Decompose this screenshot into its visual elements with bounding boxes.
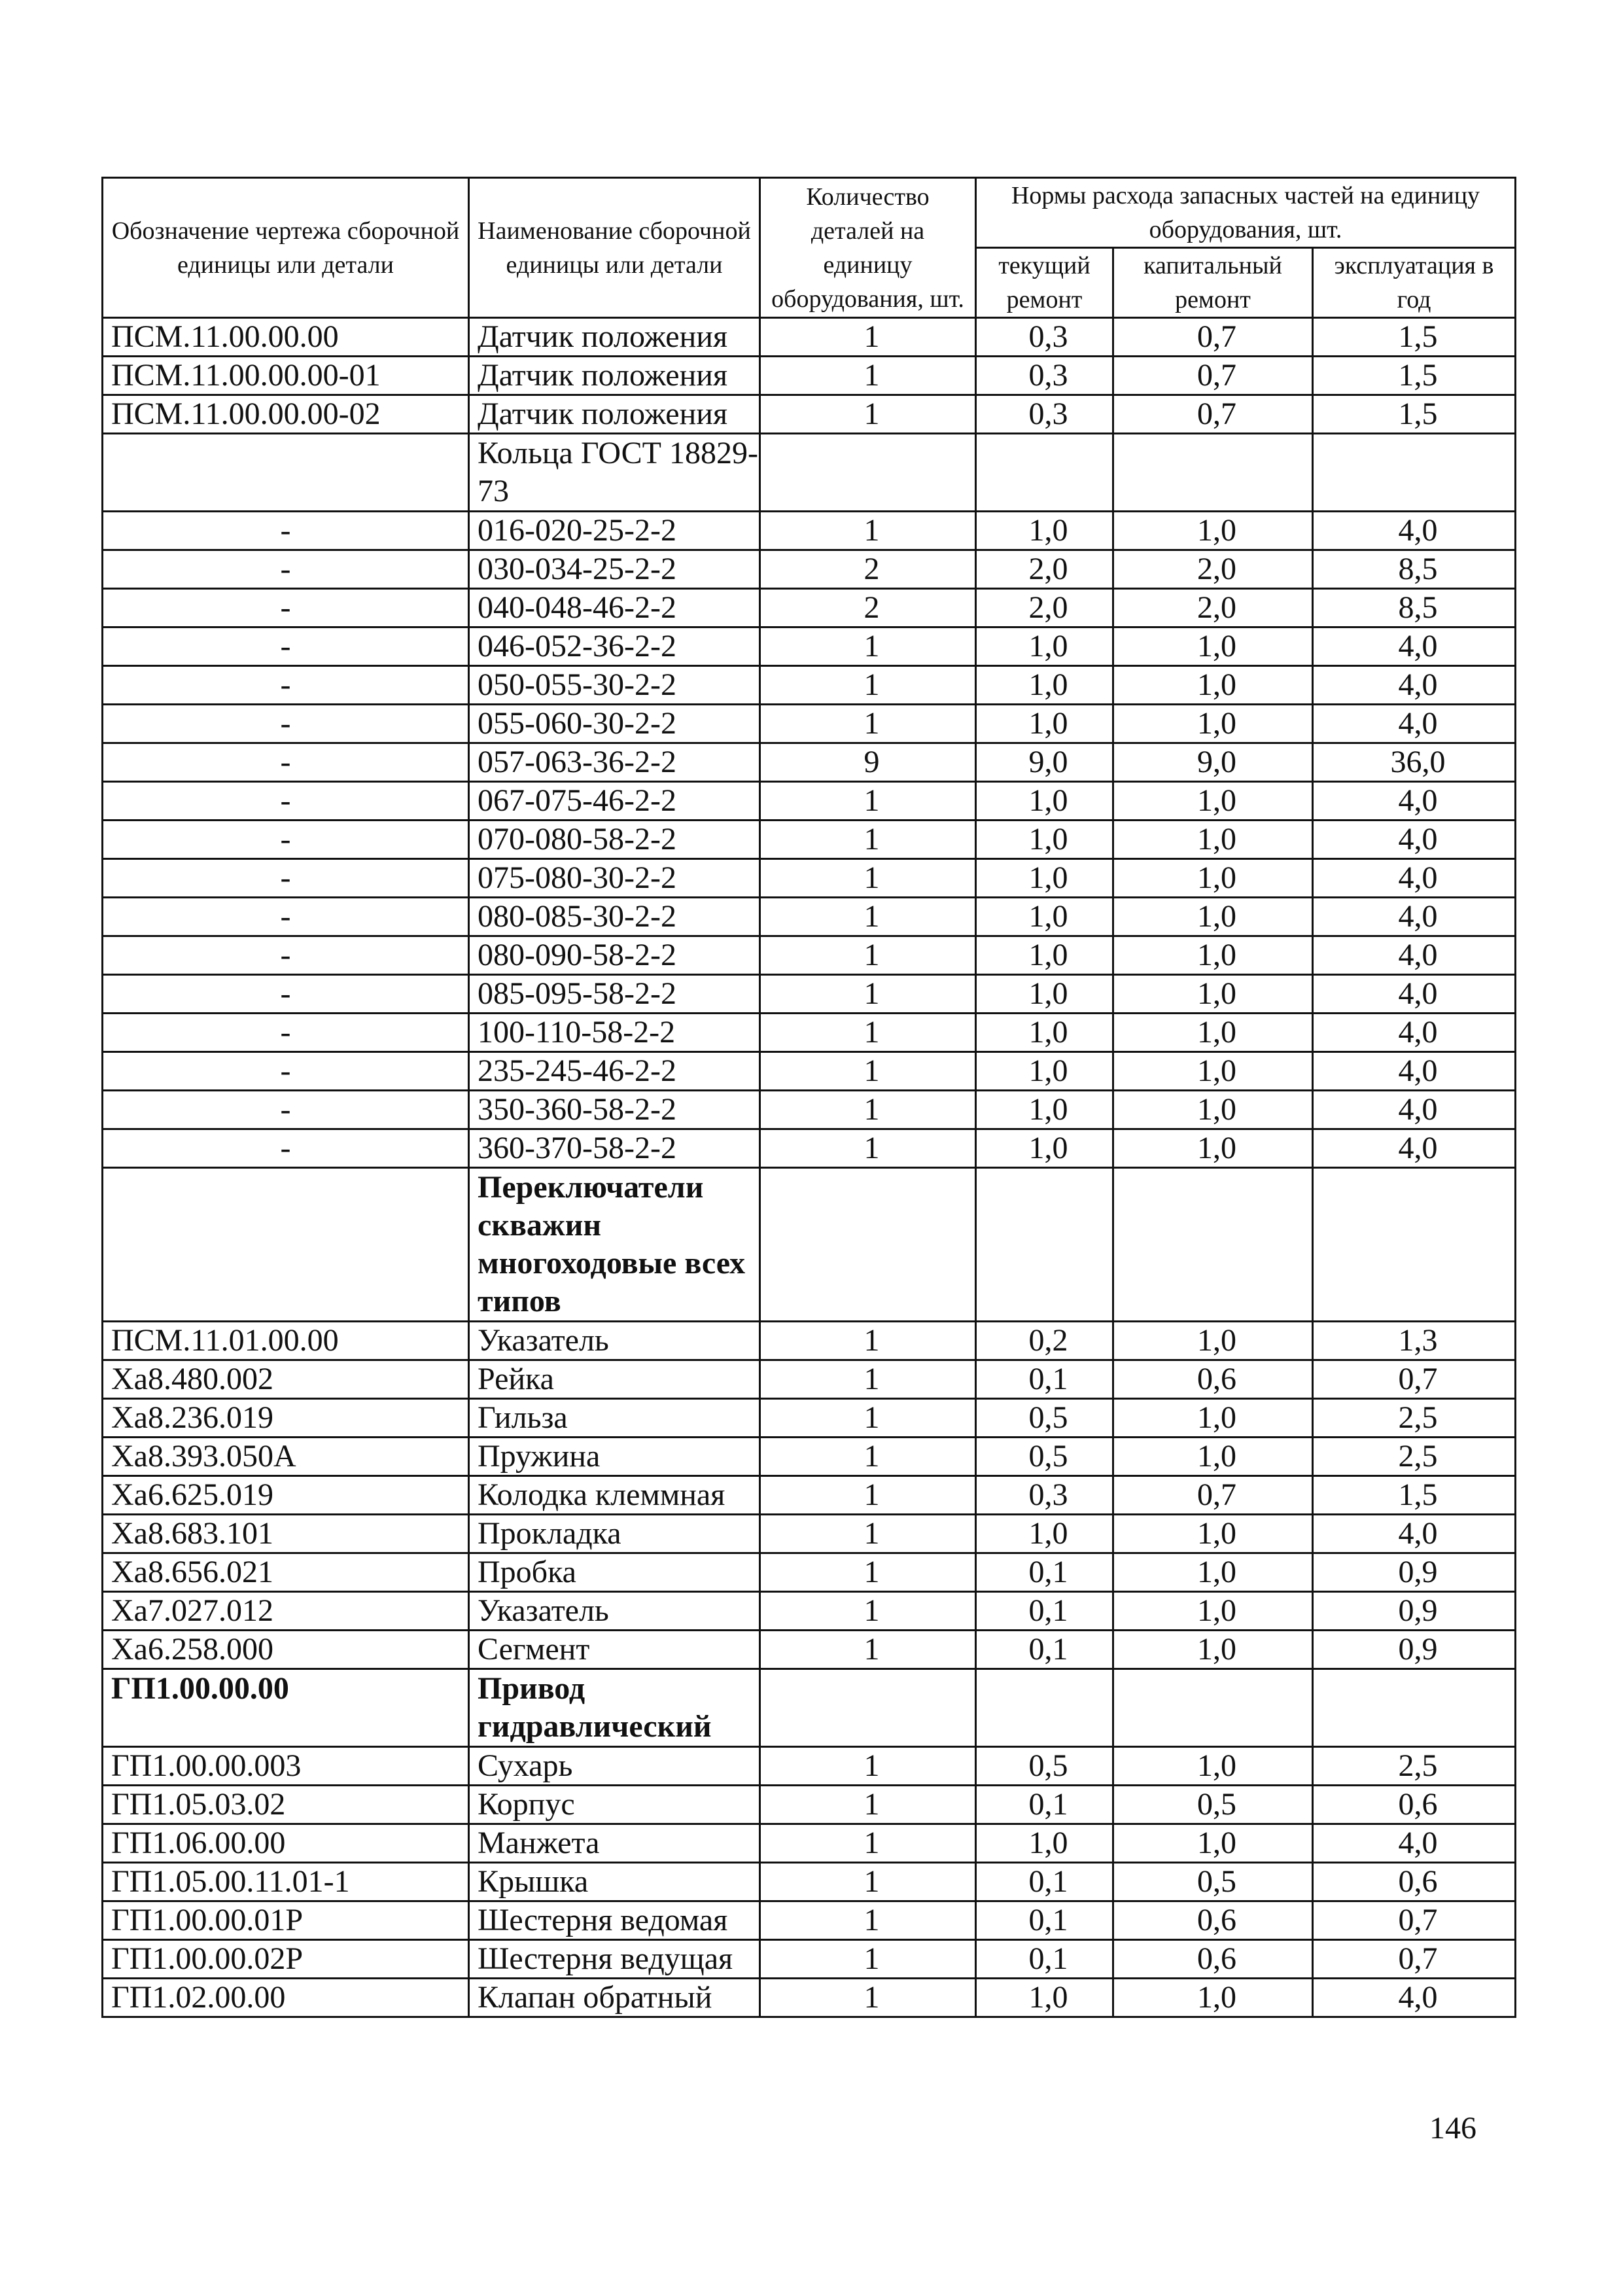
- current-repair-cell: 1,0: [976, 1979, 1113, 2017]
- section-row: [103, 434, 1516, 512]
- operation-cell: 4,0: [1313, 821, 1516, 859]
- designation-cell: -: [103, 821, 469, 859]
- capital-repair-cell: 0,5: [1113, 1863, 1313, 1901]
- current-repair-cell: 1,0: [976, 859, 1113, 898]
- name-cell: Шестерня ведомая: [469, 1901, 760, 1940]
- operation-cell: [1313, 1669, 1516, 1747]
- table-row: [103, 1129, 1516, 1168]
- quantity-cell: 2: [760, 589, 976, 627]
- header-current-repair: текущий ремонт: [976, 248, 1113, 318]
- name-cell: Привод гидравлический: [469, 1669, 760, 1747]
- table-row: [103, 1901, 1516, 1940]
- designation-cell: ГП1.00.00.00: [103, 1669, 469, 1747]
- table-row: [103, 550, 1516, 589]
- capital-repair-cell: 1,0: [1113, 1014, 1313, 1052]
- designation-cell: -: [103, 666, 469, 705]
- name-cell: 075-080-30-2-2: [469, 859, 760, 898]
- designation-cell: Ха8.236.019: [103, 1399, 469, 1438]
- operation-cell: 0,9: [1313, 1592, 1516, 1631]
- quantity-cell: 1: [760, 1129, 976, 1168]
- current-repair-cell: 0,3: [976, 357, 1113, 395]
- designation-cell: -: [103, 627, 469, 666]
- designation-cell: ГП1.06.00.00: [103, 1824, 469, 1863]
- capital-repair-cell: 1,0: [1113, 1129, 1313, 1168]
- quantity-cell: 1: [760, 821, 976, 859]
- quantity-cell: [760, 434, 976, 512]
- current-repair-cell: 1,0: [976, 936, 1113, 975]
- operation-cell: 4,0: [1313, 705, 1516, 743]
- header-norms-group: Нормы расхода запасных частей на единицу оборудования, шт.: [976, 178, 1516, 248]
- capital-repair-cell: 1,0: [1113, 1747, 1313, 1786]
- operation-cell: 4,0: [1313, 1052, 1516, 1091]
- current-repair-cell: 0,1: [976, 1940, 1113, 1979]
- current-repair-cell: 0,1: [976, 1592, 1113, 1631]
- capital-repair-cell: 0,7: [1113, 1476, 1313, 1515]
- table-body: [103, 318, 1516, 2017]
- current-repair-cell: 1,0: [976, 627, 1113, 666]
- current-repair-cell: 0,5: [976, 1438, 1113, 1476]
- quantity-cell: 1: [760, 1786, 976, 1824]
- quantity-cell: 1: [760, 1014, 976, 1052]
- table-row: [103, 1786, 1516, 1824]
- quantity-cell: 9: [760, 743, 976, 782]
- table-row: [103, 1940, 1516, 1979]
- quantity-cell: 1: [760, 705, 976, 743]
- capital-repair-cell: 1,0: [1113, 1322, 1313, 1360]
- capital-repair-cell: 1,0: [1113, 975, 1313, 1014]
- current-repair-cell: 2,0: [976, 589, 1113, 627]
- capital-repair-cell: 1,0: [1113, 821, 1313, 859]
- section-row: [103, 1669, 1516, 1747]
- table-row: [103, 1052, 1516, 1091]
- quantity-cell: 1: [760, 1360, 976, 1399]
- quantity-cell: 1: [760, 1901, 976, 1940]
- table-row: [103, 898, 1516, 936]
- designation-cell: ГП1.05.00.11.01-1: [103, 1863, 469, 1901]
- operation-cell: 4,0: [1313, 782, 1516, 821]
- capital-repair-cell: 1,0: [1113, 1979, 1313, 2017]
- capital-repair-cell: 1,0: [1113, 1515, 1313, 1553]
- capital-repair-cell: 1,0: [1113, 936, 1313, 975]
- quantity-cell: 1: [760, 318, 976, 357]
- name-cell: Рейка: [469, 1360, 760, 1399]
- table-row: [103, 859, 1516, 898]
- name-cell: 016-020-25-2-2: [469, 512, 760, 550]
- quantity-cell: 1: [760, 936, 976, 975]
- designation-cell: -: [103, 1052, 469, 1091]
- operation-cell: 8,5: [1313, 589, 1516, 627]
- header-quantity: Количество деталей на единицу оборудования, шт.: [760, 178, 976, 318]
- quantity-cell: 1: [760, 859, 976, 898]
- name-cell: Шестерня ведущая: [469, 1940, 760, 1979]
- operation-cell: 0,6: [1313, 1863, 1516, 1901]
- designation-cell: -: [103, 898, 469, 936]
- quantity-cell: 1: [760, 666, 976, 705]
- table-row: [103, 318, 1516, 357]
- designation-cell: Ха7.027.012: [103, 1592, 469, 1631]
- designation-cell: Ха6.258.000: [103, 1631, 469, 1669]
- designation-cell: ПСМ.11.00.00.00-02: [103, 395, 469, 434]
- capital-repair-cell: [1113, 1669, 1313, 1747]
- capital-repair-cell: 1,0: [1113, 782, 1313, 821]
- name-cell: Колодка клеммная: [469, 1476, 760, 1515]
- quantity-cell: [760, 1669, 976, 1747]
- operation-cell: 4,0: [1313, 1091, 1516, 1129]
- current-repair-cell: 1,0: [976, 512, 1113, 550]
- name-cell: 067-075-46-2-2: [469, 782, 760, 821]
- operation-cell: 0,7: [1313, 1360, 1516, 1399]
- capital-repair-cell: 1,0: [1113, 1824, 1313, 1863]
- capital-repair-cell: 2,0: [1113, 589, 1313, 627]
- operation-cell: 4,0: [1313, 1824, 1516, 1863]
- quantity-cell: 1: [760, 1515, 976, 1553]
- designation-cell: -: [103, 589, 469, 627]
- name-cell: Крышка: [469, 1863, 760, 1901]
- current-repair-cell: 1,0: [976, 975, 1113, 1014]
- capital-repair-cell: 0,5: [1113, 1786, 1313, 1824]
- name-cell: 085-095-58-2-2: [469, 975, 760, 1014]
- operation-cell: 8,5: [1313, 550, 1516, 589]
- table-row: [103, 1553, 1516, 1592]
- current-repair-cell: 0,5: [976, 1747, 1113, 1786]
- quantity-cell: 1: [760, 627, 976, 666]
- table-row: [103, 357, 1516, 395]
- operation-cell: 1,5: [1313, 357, 1516, 395]
- operation-cell: 4,0: [1313, 1979, 1516, 2017]
- spare-parts-norms-table: [101, 177, 1516, 2018]
- table-row: [103, 782, 1516, 821]
- quantity-cell: 1: [760, 1322, 976, 1360]
- header-operation-per-year: эксплуатация в год: [1313, 248, 1516, 318]
- current-repair-cell: [976, 1669, 1113, 1747]
- table-row: [103, 1438, 1516, 1476]
- current-repair-cell: 1,0: [976, 1052, 1113, 1091]
- quantity-cell: 1: [760, 1476, 976, 1515]
- header-designation: Обозначение чертежа сборочной единицы или детали: [103, 178, 469, 318]
- quantity-cell: 1: [760, 1747, 976, 1786]
- header-name: Наименование сборочной единицы или детали: [469, 178, 760, 318]
- name-cell: Манжета: [469, 1824, 760, 1863]
- designation-cell: -: [103, 782, 469, 821]
- current-repair-cell: 9,0: [976, 743, 1113, 782]
- current-repair-cell: 0,3: [976, 395, 1113, 434]
- designation-cell: ГП1.05.03.02: [103, 1786, 469, 1824]
- name-cell: 100-110-58-2-2: [469, 1014, 760, 1052]
- table-row: [103, 1592, 1516, 1631]
- name-cell: Указатель: [469, 1592, 760, 1631]
- name-cell: Корпус: [469, 1786, 760, 1824]
- designation-cell: Ха8.393.050А: [103, 1438, 469, 1476]
- table-row: [103, 1360, 1516, 1399]
- table-row: [103, 1515, 1516, 1553]
- name-cell: Датчик положения: [469, 318, 760, 357]
- section-row: [103, 1168, 1516, 1322]
- quantity-cell: 1: [760, 1979, 976, 2017]
- capital-repair-cell: 1,0: [1113, 859, 1313, 898]
- operation-cell: 4,0: [1313, 859, 1516, 898]
- name-cell: 080-090-58-2-2: [469, 936, 760, 975]
- table-row: [103, 666, 1516, 705]
- table-row: [103, 1399, 1516, 1438]
- operation-cell: [1313, 434, 1516, 512]
- designation-cell: ПСМ.11.00.00.00: [103, 318, 469, 357]
- operation-cell: 0,9: [1313, 1631, 1516, 1669]
- quantity-cell: 1: [760, 1052, 976, 1091]
- table-row: [103, 1476, 1516, 1515]
- name-cell: Указатель: [469, 1322, 760, 1360]
- designation-cell: -: [103, 743, 469, 782]
- quantity-cell: 1: [760, 1863, 976, 1901]
- current-repair-cell: 1,0: [976, 705, 1113, 743]
- designation-cell: [103, 434, 469, 512]
- name-cell: 030-034-25-2-2: [469, 550, 760, 589]
- capital-repair-cell: 1,0: [1113, 1553, 1313, 1592]
- designation-cell: -: [103, 1014, 469, 1052]
- table-row: [103, 821, 1516, 859]
- current-repair-cell: 0,5: [976, 1399, 1113, 1438]
- designation-cell: -: [103, 705, 469, 743]
- quantity-cell: 1: [760, 1438, 976, 1476]
- designation-cell: -: [103, 975, 469, 1014]
- name-cell: 055-060-30-2-2: [469, 705, 760, 743]
- table-row: [103, 975, 1516, 1014]
- designation-cell: Ха8.480.002: [103, 1360, 469, 1399]
- operation-cell: 2,5: [1313, 1399, 1516, 1438]
- name-cell: Кольца ГОСТ 18829-73: [469, 434, 760, 512]
- operation-cell: 4,0: [1313, 666, 1516, 705]
- current-repair-cell: 0,3: [976, 1476, 1113, 1515]
- name-cell: Датчик положения: [469, 395, 760, 434]
- capital-repair-cell: 1,0: [1113, 1631, 1313, 1669]
- table-row: [103, 743, 1516, 782]
- name-cell: 070-080-58-2-2: [469, 821, 760, 859]
- table-row: [103, 705, 1516, 743]
- current-repair-cell: 0,1: [976, 1553, 1113, 1592]
- operation-cell: 4,0: [1313, 898, 1516, 936]
- capital-repair-cell: 1,0: [1113, 1052, 1313, 1091]
- current-repair-cell: 1,0: [976, 666, 1113, 705]
- quantity-cell: 2: [760, 550, 976, 589]
- current-repair-cell: 2,0: [976, 550, 1113, 589]
- designation-cell: [103, 1168, 469, 1322]
- name-cell: Прокладка: [469, 1515, 760, 1553]
- operation-cell: 2,5: [1313, 1438, 1516, 1476]
- current-repair-cell: 0,1: [976, 1360, 1113, 1399]
- quantity-cell: [760, 1168, 976, 1322]
- current-repair-cell: 0,2: [976, 1322, 1113, 1360]
- current-repair-cell: 0,1: [976, 1863, 1113, 1901]
- quantity-cell: 1: [760, 898, 976, 936]
- designation-cell: -: [103, 1091, 469, 1129]
- designation-cell: Ха6.625.019: [103, 1476, 469, 1515]
- capital-repair-cell: 0,6: [1113, 1940, 1313, 1979]
- header-capital-repair: капитальный ремонт: [1113, 248, 1313, 318]
- current-repair-cell: 1,0: [976, 1515, 1113, 1553]
- quantity-cell: 1: [760, 1940, 976, 1979]
- quantity-cell: 1: [760, 782, 976, 821]
- capital-repair-cell: 1,0: [1113, 898, 1313, 936]
- operation-cell: 1,5: [1313, 1476, 1516, 1515]
- quantity-cell: 1: [760, 1553, 976, 1592]
- operation-cell: 0,6: [1313, 1786, 1516, 1824]
- operation-cell: 4,0: [1313, 1129, 1516, 1168]
- capital-repair-cell: 9,0: [1113, 743, 1313, 782]
- quantity-cell: 1: [760, 395, 976, 434]
- designation-cell: ГП1.02.00.00: [103, 1979, 469, 2017]
- operation-cell: 0,7: [1313, 1940, 1516, 1979]
- table-row: [103, 627, 1516, 666]
- operation-cell: 4,0: [1313, 627, 1516, 666]
- operation-cell: 2,5: [1313, 1747, 1516, 1786]
- name-cell: 050-055-30-2-2: [469, 666, 760, 705]
- table-row: [103, 395, 1516, 434]
- operation-cell: 4,0: [1313, 975, 1516, 1014]
- quantity-cell: 1: [760, 1091, 976, 1129]
- operation-cell: 1,3: [1313, 1322, 1516, 1360]
- capital-repair-cell: 1,0: [1113, 1438, 1313, 1476]
- table-row: [103, 1747, 1516, 1786]
- capital-repair-cell: 1,0: [1113, 1091, 1313, 1129]
- current-repair-cell: 1,0: [976, 1091, 1113, 1129]
- page-number: 146: [1429, 2111, 1476, 2146]
- capital-repair-cell: 0,6: [1113, 1901, 1313, 1940]
- current-repair-cell: 1,0: [976, 1129, 1113, 1168]
- capital-repair-cell: 0,7: [1113, 395, 1313, 434]
- current-repair-cell: 1,0: [976, 898, 1113, 936]
- table-row: [103, 936, 1516, 975]
- name-cell: 360-370-58-2-2: [469, 1129, 760, 1168]
- current-repair-cell: 0,1: [976, 1786, 1113, 1824]
- table-row: [103, 1091, 1516, 1129]
- current-repair-cell: 0,3: [976, 318, 1113, 357]
- table-row: [103, 1824, 1516, 1863]
- current-repair-cell: 1,0: [976, 1824, 1113, 1863]
- designation-cell: ГП1.00.00.003: [103, 1747, 469, 1786]
- name-cell: 235-245-46-2-2: [469, 1052, 760, 1091]
- capital-repair-cell: 0,7: [1113, 357, 1313, 395]
- name-cell: Клапан обратный: [469, 1979, 760, 2017]
- name-cell: Датчик положения: [469, 357, 760, 395]
- table-row: [103, 1631, 1516, 1669]
- operation-cell: 4,0: [1313, 936, 1516, 975]
- capital-repair-cell: [1113, 434, 1313, 512]
- table-row: [103, 589, 1516, 627]
- capital-repair-cell: 1,0: [1113, 512, 1313, 550]
- capital-repair-cell: 0,6: [1113, 1360, 1313, 1399]
- name-cell: 080-085-30-2-2: [469, 898, 760, 936]
- current-repair-cell: 1,0: [976, 1014, 1113, 1052]
- designation-cell: -: [103, 936, 469, 975]
- quantity-cell: 1: [760, 357, 976, 395]
- capital-repair-cell: 1,0: [1113, 627, 1313, 666]
- capital-repair-cell: 0,7: [1113, 318, 1313, 357]
- operation-cell: 0,7: [1313, 1901, 1516, 1940]
- designation-cell: Ха8.656.021: [103, 1553, 469, 1592]
- designation-cell: -: [103, 512, 469, 550]
- quantity-cell: 1: [760, 975, 976, 1014]
- current-repair-cell: 0,1: [976, 1901, 1113, 1940]
- table-row: [103, 1014, 1516, 1052]
- name-cell: Сегмент: [469, 1631, 760, 1669]
- operation-cell: [1313, 1168, 1516, 1322]
- designation-cell: Ха8.683.101: [103, 1515, 469, 1553]
- quantity-cell: 1: [760, 512, 976, 550]
- operation-cell: 4,0: [1313, 1515, 1516, 1553]
- operation-cell: 0,9: [1313, 1553, 1516, 1592]
- designation-cell: -: [103, 550, 469, 589]
- designation-cell: ГП1.00.00.02Р: [103, 1940, 469, 1979]
- name-cell: Переключатели скважин многоходовые всех типов: [469, 1168, 760, 1322]
- name-cell: 350-360-58-2-2: [469, 1091, 760, 1129]
- quantity-cell: 1: [760, 1631, 976, 1669]
- capital-repair-cell: 1,0: [1113, 1592, 1313, 1631]
- name-cell: Пружина: [469, 1438, 760, 1476]
- quantity-cell: 1: [760, 1824, 976, 1863]
- operation-cell: 4,0: [1313, 1014, 1516, 1052]
- designation-cell: ПСМ.11.00.00.00-01: [103, 357, 469, 395]
- name-cell: Сухарь: [469, 1747, 760, 1786]
- current-repair-cell: [976, 1168, 1113, 1322]
- capital-repair-cell: 1,0: [1113, 666, 1313, 705]
- name-cell: 040-048-46-2-2: [469, 589, 760, 627]
- capital-repair-cell: 1,0: [1113, 705, 1313, 743]
- operation-cell: 1,5: [1313, 318, 1516, 357]
- current-repair-cell: [976, 434, 1113, 512]
- table-row: [103, 1979, 1516, 2017]
- quantity-cell: 1: [760, 1399, 976, 1438]
- name-cell: Пробка: [469, 1553, 760, 1592]
- table-row: [103, 1863, 1516, 1901]
- capital-repair-cell: 1,0: [1113, 1399, 1313, 1438]
- current-repair-cell: 1,0: [976, 782, 1113, 821]
- name-cell: 057-063-36-2-2: [469, 743, 760, 782]
- capital-repair-cell: [1113, 1168, 1313, 1322]
- designation-cell: ПСМ.11.01.00.00: [103, 1322, 469, 1360]
- quantity-cell: 1: [760, 1592, 976, 1631]
- current-repair-cell: 0,1: [976, 1631, 1113, 1669]
- designation-cell: ГП1.00.00.01Р: [103, 1901, 469, 1940]
- capital-repair-cell: 2,0: [1113, 550, 1313, 589]
- operation-cell: 4,0: [1313, 512, 1516, 550]
- table-row: [103, 1322, 1516, 1360]
- designation-cell: -: [103, 1129, 469, 1168]
- name-cell: Гильза: [469, 1399, 760, 1438]
- current-repair-cell: 1,0: [976, 821, 1113, 859]
- designation-cell: -: [103, 859, 469, 898]
- operation-cell: 1,5: [1313, 395, 1516, 434]
- operation-cell: 36,0: [1313, 743, 1516, 782]
- table-row: [103, 512, 1516, 550]
- name-cell: 046-052-36-2-2: [469, 627, 760, 666]
